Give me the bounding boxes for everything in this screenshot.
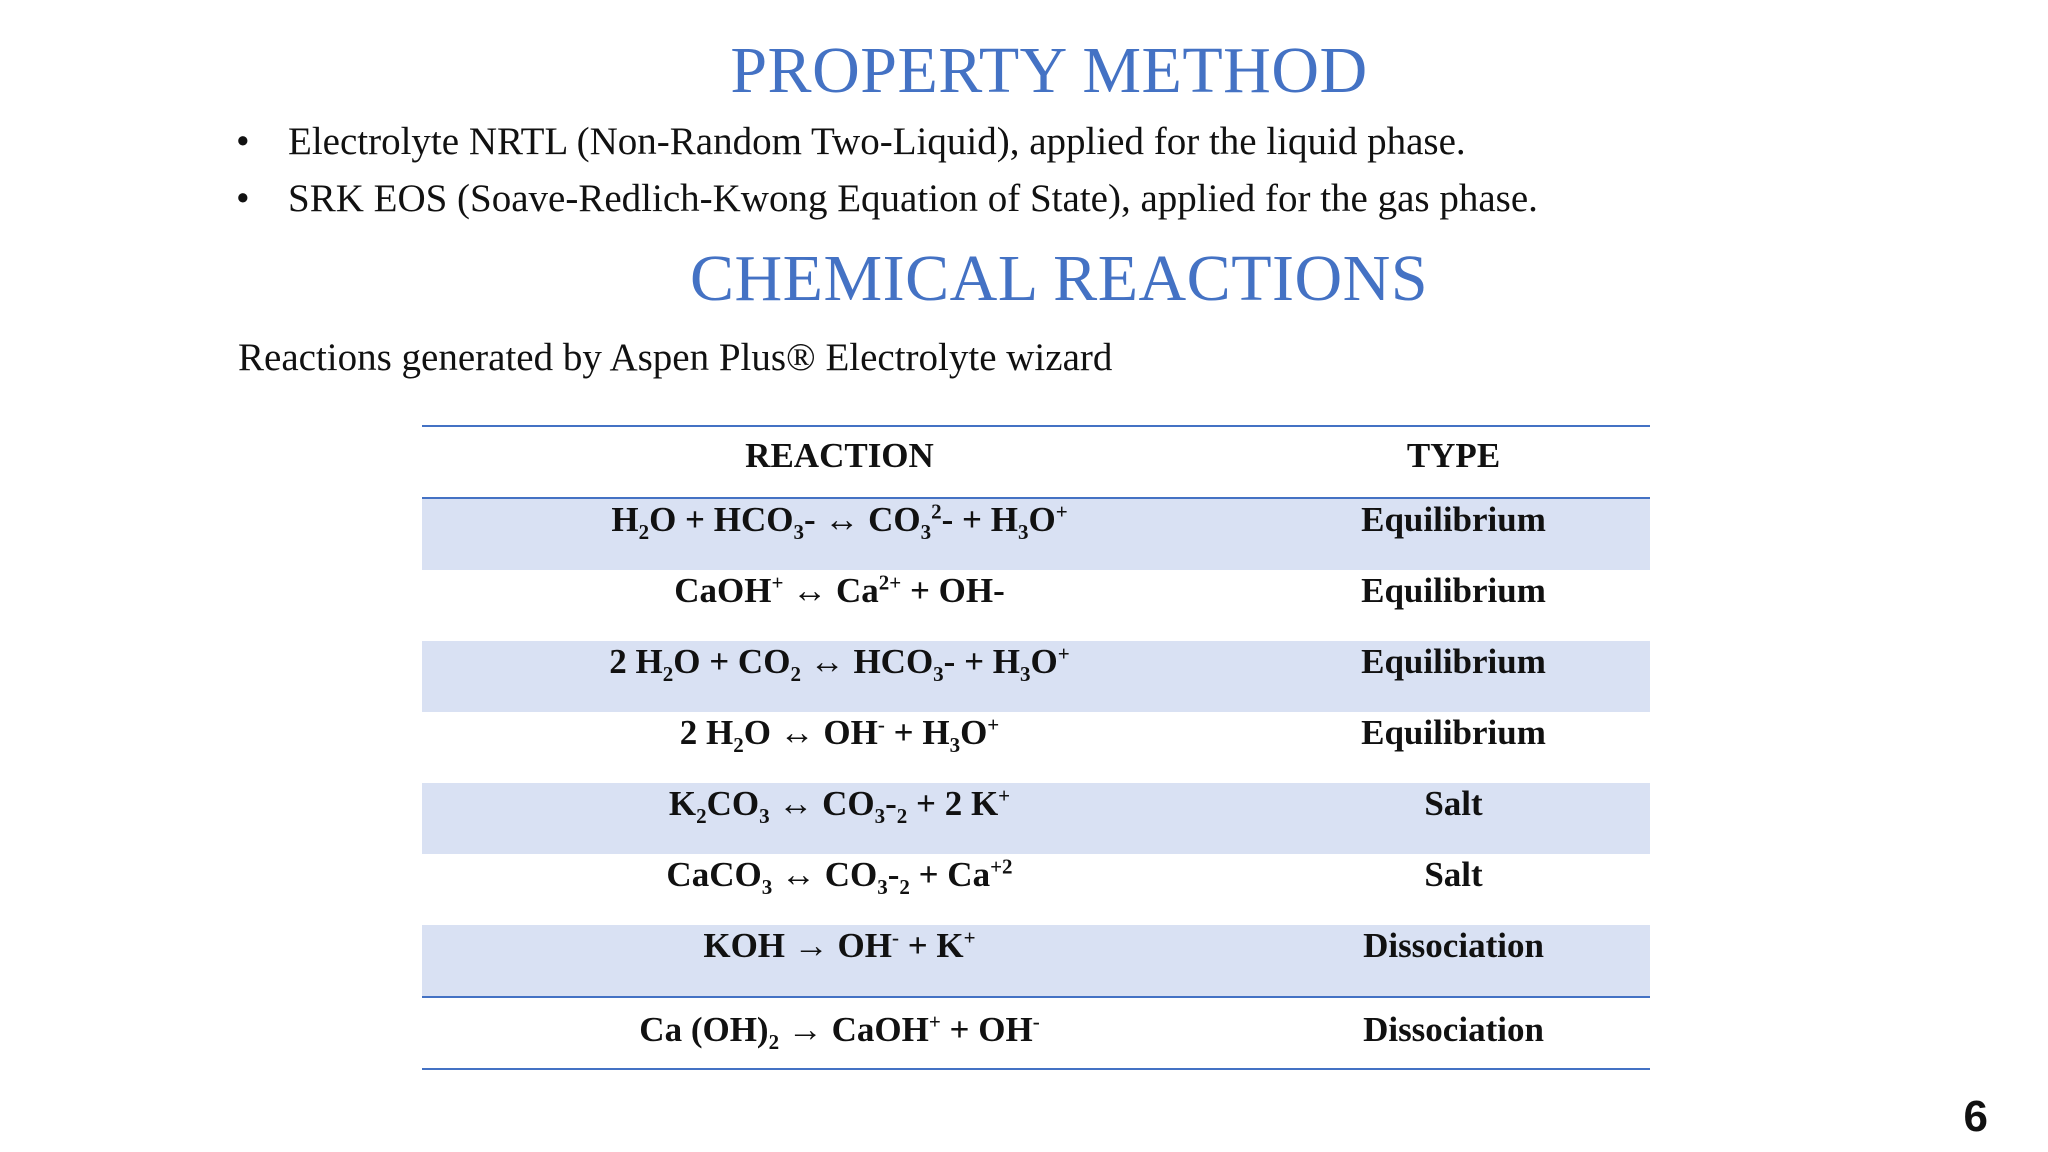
header-type: TYPE xyxy=(1406,436,1501,475)
bullet-text: Electrolyte NRTL (Non-Random Two-Liquid), applied for the liquid phase. xyxy=(288,120,1466,163)
reaction-cell: Ca $(OH)_2$ → CaOH+ + OH- xyxy=(639,1009,1040,1054)
table-row xyxy=(422,783,1650,854)
type-cell: Equilibrium xyxy=(1361,713,1546,752)
property-method-title: PROPERTY METHOD xyxy=(730,34,1368,107)
reaction-cell: CaCO$_3$ ↔ $CO_3-_2 + Ca^{+2}$ xyxy=(666,854,1013,899)
type-cell: Salt xyxy=(1424,784,1483,823)
type-cell: Equilibrium xyxy=(1361,642,1546,681)
property-method-list xyxy=(236,113,1538,227)
type-cell: Equilibrium xyxy=(1361,500,1546,539)
reactions-intro-text: Reactions generated by Aspen Plus® Electrolyte wizard xyxy=(238,336,1113,379)
bullet-dot-icon: • xyxy=(236,177,250,220)
bullet-item xyxy=(236,170,1538,227)
reaction-cell: KOH → OH- + K+ xyxy=(703,925,976,965)
table-row xyxy=(422,712,1650,783)
page-number: 6 xyxy=(1963,1092,1988,1141)
type-cell: Dissociation xyxy=(1363,926,1544,965)
table-row xyxy=(422,570,1650,641)
table-row xyxy=(422,499,1650,570)
table-bottom-rule xyxy=(422,1068,1650,1070)
bullet-dot-icon: • xyxy=(236,120,250,163)
table-divider-rule xyxy=(422,996,1650,998)
table-row xyxy=(422,854,1650,925)
reaction-cell: $H_2O + HCO_3-$ ↔ $CO_3^2- + H_3O^+$ xyxy=(611,499,1068,544)
type-cell: Dissociation xyxy=(1363,1010,1544,1049)
table-top-rule xyxy=(422,425,1650,427)
header-reaction: REACTION xyxy=(745,436,934,475)
bullet-text: SRK EOS (Soave-Redlich-Kwong Equation of State), applied for the gas phase. xyxy=(288,177,1538,220)
reaction-cell: 2 $H_2O$ ↔ $OH^- + H_3O^+$ xyxy=(679,712,1000,757)
type-cell: Equilibrium xyxy=(1361,571,1546,610)
chemical-reactions-title: CHEMICAL REACTIONS xyxy=(689,242,1429,315)
reaction-cell: $K_2CO_3$ ↔ $CO_3-_2 + 2$ K+ xyxy=(668,783,1011,828)
type-cell: Salt xyxy=(1424,855,1483,894)
table-row xyxy=(422,641,1650,712)
bullet-item xyxy=(236,113,1538,170)
table-row xyxy=(422,925,1650,996)
reaction-cell: CaOH+ ↔ $Ca^{2+} + OH-$ xyxy=(674,570,1005,610)
reaction-cell: 2 $H_2O + CO_2$ ↔ $HCO_3- + H_3O^+$ xyxy=(609,641,1070,686)
table-header-row xyxy=(422,431,1650,502)
